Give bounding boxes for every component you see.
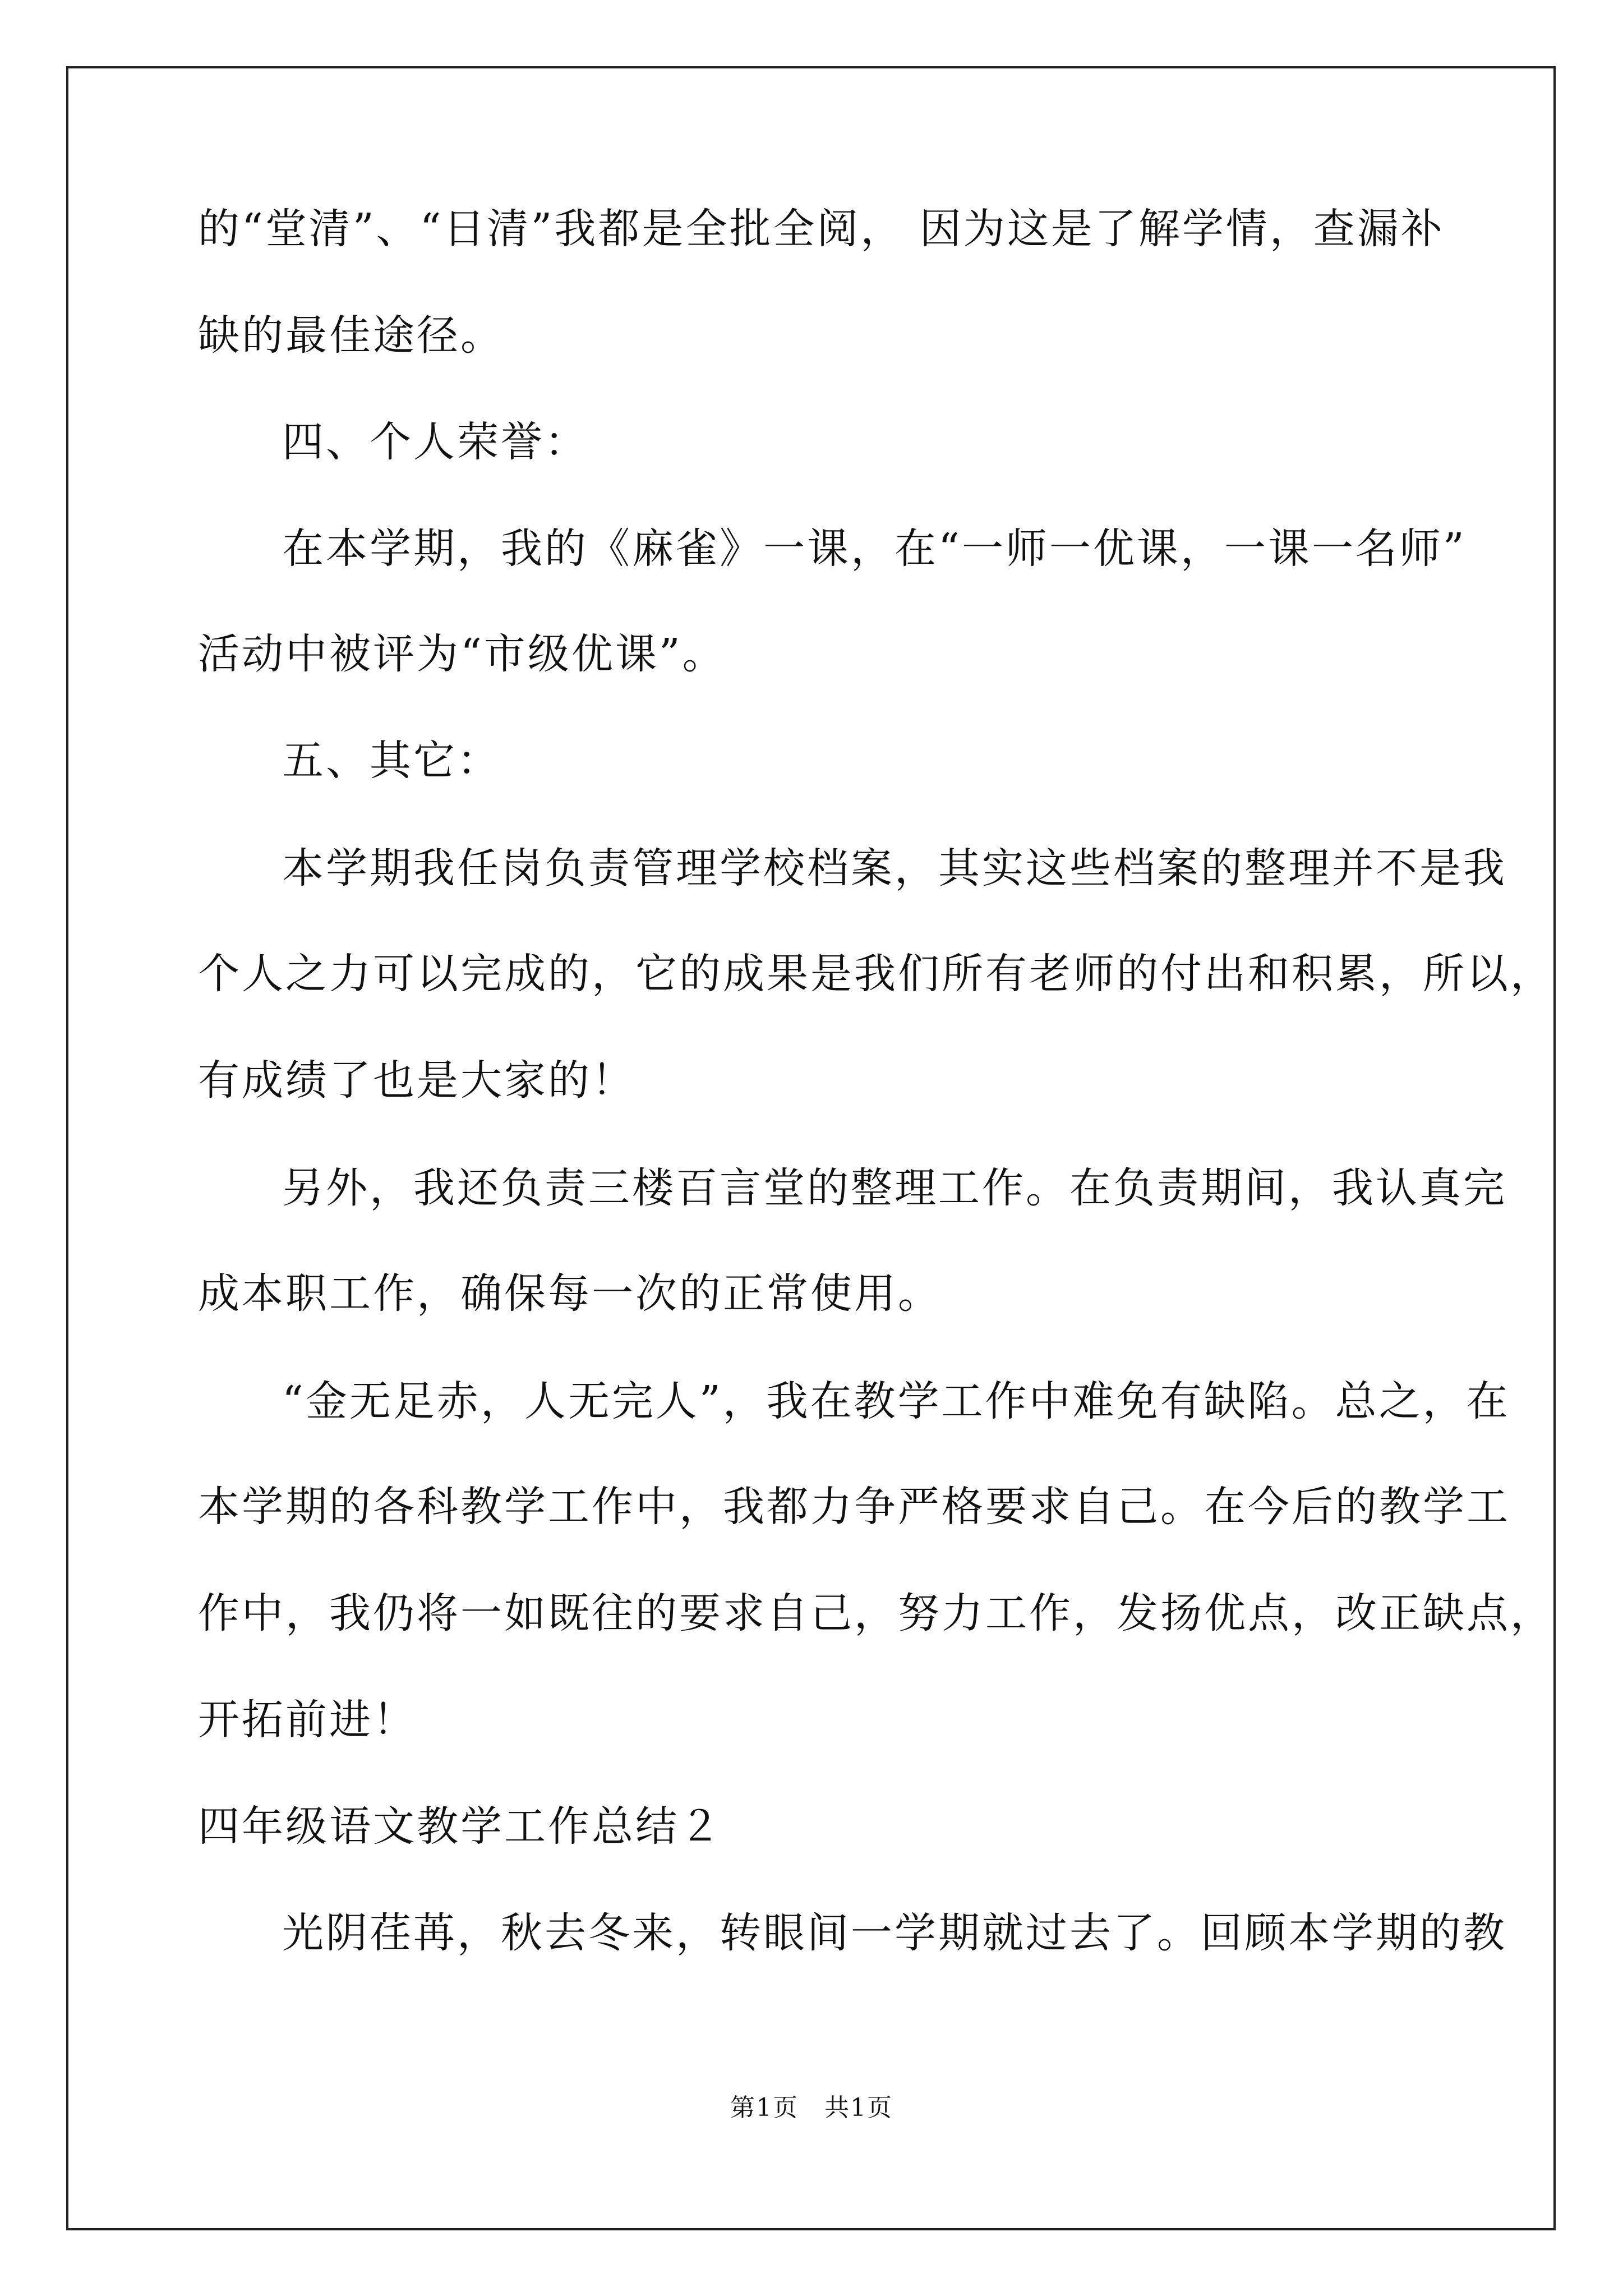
page-footer: 第1页 共1页: [730, 2093, 893, 2122]
text-line: 在本学期，我的《麻雀》一课，在“一师一优课，一课一名师”: [282, 524, 1467, 573]
text-line: 有成绩了也是大家的！: [198, 1056, 635, 1105]
text-line: 个人之力可以完成的，它的成果是我们所有老师的付出和积累，所以，: [198, 950, 1554, 998]
text-line: 另外，我还负责三楼百言堂的整理工作。在负责期间，我认真完: [282, 1164, 1507, 1212]
text-line: 本学期的各科教学工作中，我都力争严格要求自己。在今后的教学工: [198, 1483, 1510, 1531]
text-line: 本学期我任岗负责管理学校档案，其实这些档案的整理并不是我: [282, 844, 1507, 892]
text-line: 活动中被评为“市级优课”。: [198, 630, 726, 678]
document-title: 四年级语文教学工作总结２: [198, 1802, 723, 1851]
text-line: 作中，我仍将一如既往的要求自己，努力工作，发扬优点，改正缺点，: [198, 1589, 1554, 1637]
text-line: 成本职工作，确保每一次的正常使用。: [198, 1269, 942, 1318]
text-line: 缺的最佳途径。: [198, 311, 504, 360]
text-line: 光阴荏苒，秋去冬来，转眼间一学期就过去了。回顾本学期的教: [282, 1909, 1507, 1957]
text-line: 的“堂清”、“日清”我都是全批全阅， 因为这是了解学情，查漏补: [198, 205, 1445, 253]
section-heading: 四、个人荣誉：: [282, 418, 588, 466]
text-line: 开拓前进！: [198, 1696, 417, 1744]
section-heading: 五、其它：: [282, 737, 501, 785]
text-line: “金无足赤，人无完人”，我在教学工作中难免有缺陷。总之，在: [282, 1377, 1510, 1425]
